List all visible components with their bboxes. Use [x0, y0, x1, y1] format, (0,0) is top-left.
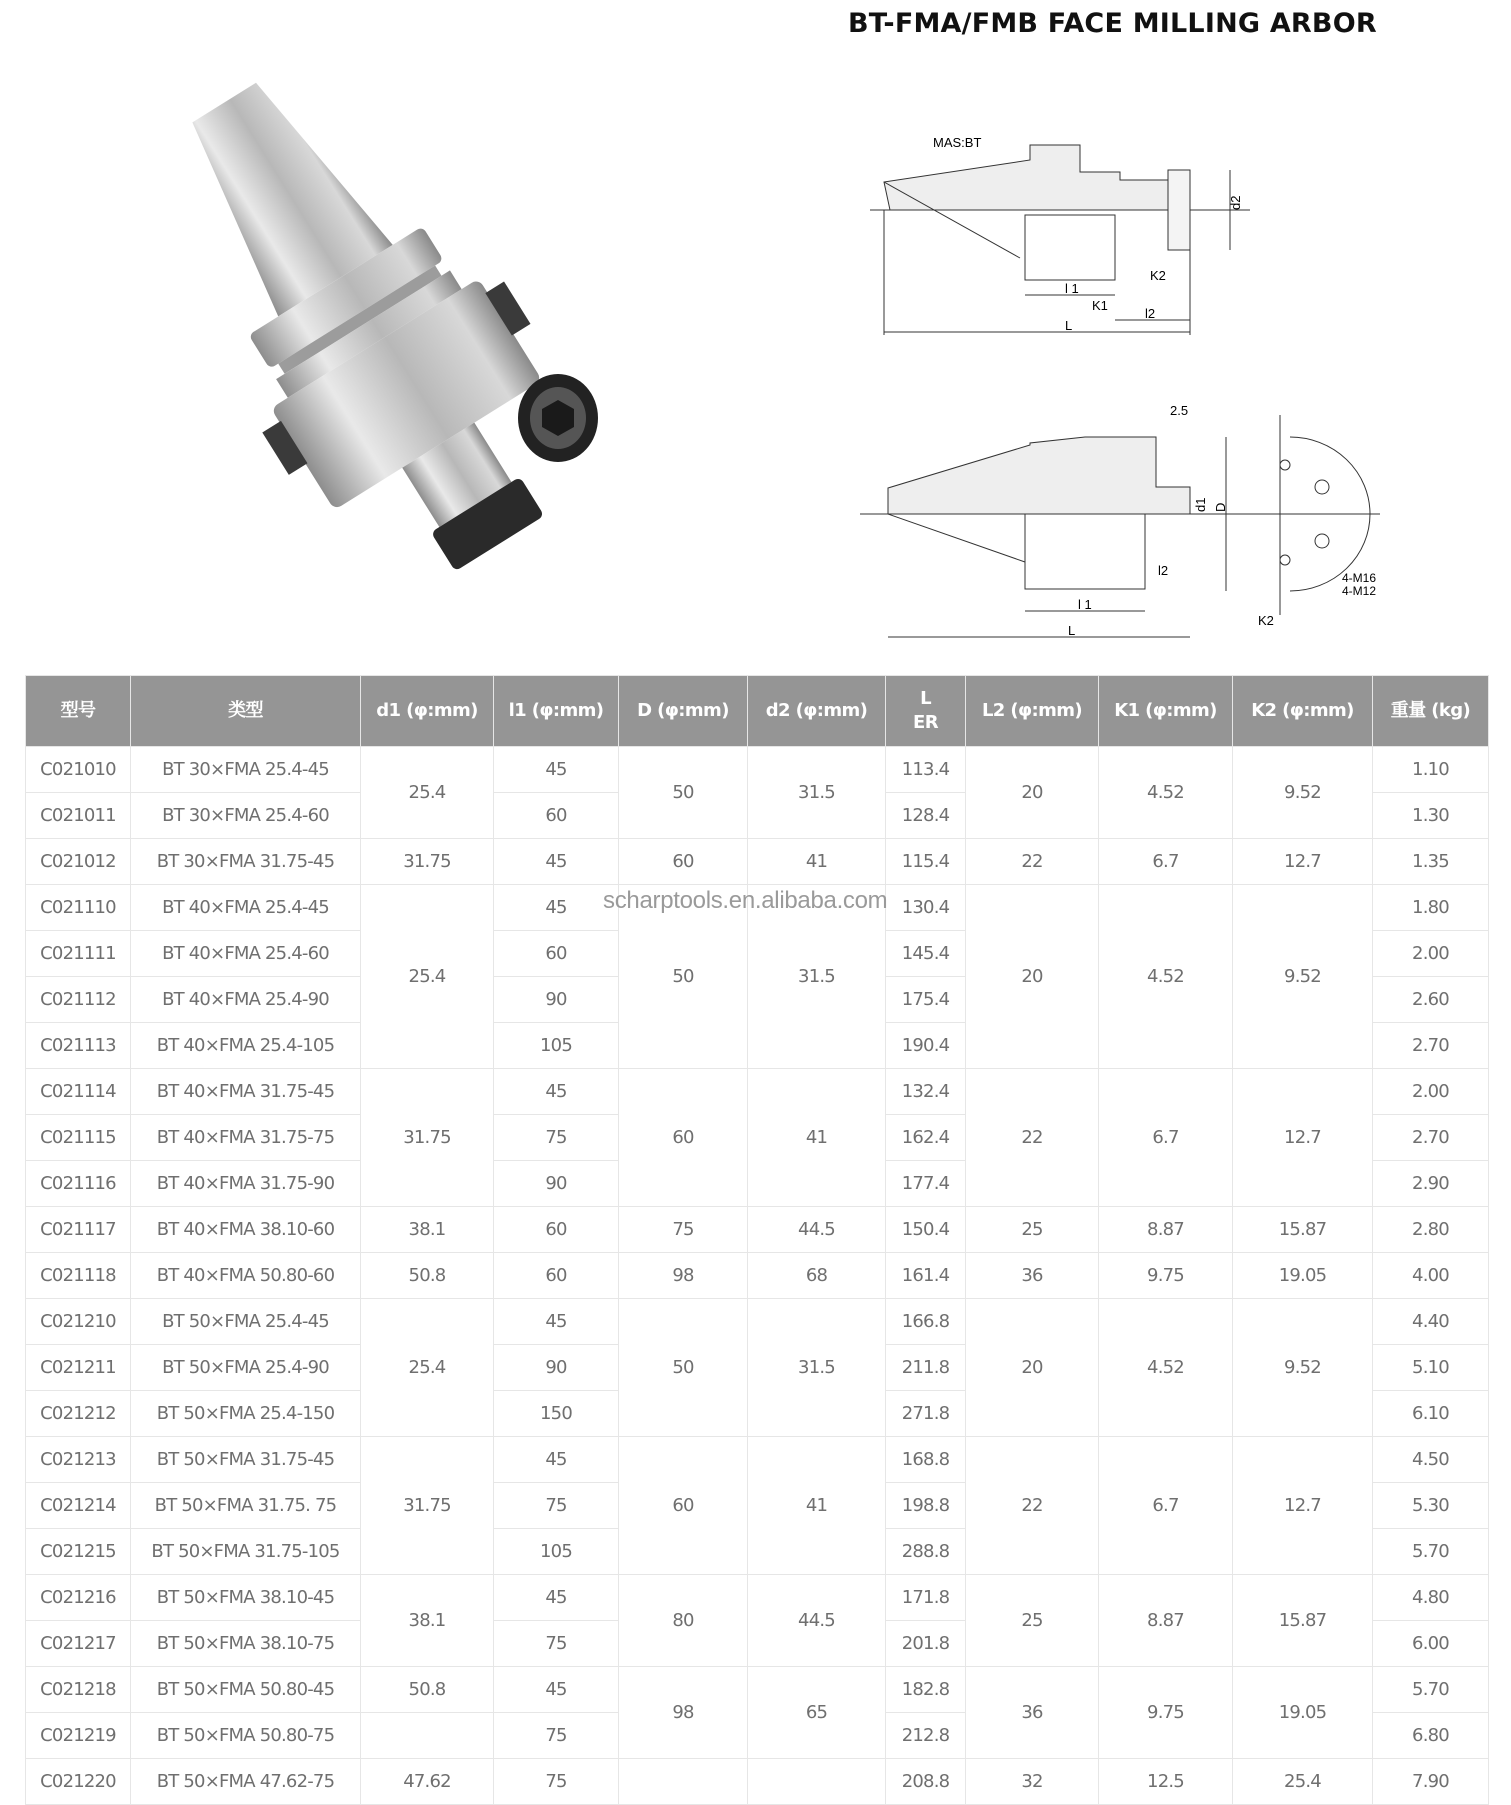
header-l1: l1 (φ:mm) [494, 676, 619, 747]
technical-drawing-fma [870, 120, 1250, 350]
table-row: C021110 BT 40×FMA 25.4-45 25.4 45 50 31.5 130.4 20 4.52 9.52 1.80 [26, 885, 1489, 931]
watermark: scharptools.en.alibaba.com [603, 887, 888, 914]
svg-text:K2: K2 [1258, 613, 1274, 628]
table-row: C021220 BT 50×FMA 47.62-75 47.62 75 208.8 32 12.5 25.4 7.90 [26, 1759, 1489, 1805]
svg-text:d1: d1 [1193, 497, 1208, 512]
svg-text:d2: d2 [1228, 195, 1243, 210]
table-row: C021217 BT 50×FMA 38.10-75 75 201.8 6.00 [26, 1621, 1489, 1667]
svg-text:2.5: 2.5 [1170, 403, 1189, 418]
svg-text:L: L [1065, 318, 1073, 333]
table-row: C021213 BT 50×FMA 31.75-45 31.75 45 60 41 168.8 22 6.7 12.7 4.50 [26, 1437, 1489, 1483]
svg-text:l2: l2 [1145, 306, 1156, 321]
svg-text:l 1: l 1 [1065, 281, 1079, 296]
table-row: C021113 BT 40×FMA 25.4-105 105 190.4 2.70 [26, 1023, 1489, 1069]
header-code: 型号 [26, 676, 131, 747]
table-row: C021112 BT 40×FMA 25.4-90 90 175.4 2.60 [26, 977, 1489, 1023]
svg-text:K2: K2 [1150, 268, 1166, 283]
svg-text:l 1: l 1 [1078, 597, 1092, 612]
svg-text:L: L [1068, 623, 1076, 638]
table-row: C021117 BT 40×FMA 38.10-60 38.1 60 75 44.5 150.4 25 8.87 15.87 2.80 [26, 1207, 1489, 1253]
table-row: C021012 BT 30×FMA 31.75-45 31.75 45 60 41 115.4 22 6.7 12.7 1.35 [26, 839, 1489, 885]
header-K2: K2 (φ:mm) [1233, 676, 1373, 747]
table-row: C021010 BT 30×FMA 25.4-45 25.4 45 50 31.5 113.4 20 4.52 9.52 1.10 [26, 747, 1489, 793]
table-row: C021218 BT 50×FMA 50.80-45 50.8 45 98 65 182.8 36 9.75 19.05 5.70 [26, 1667, 1489, 1713]
svg-text:K1: K1 [1092, 298, 1108, 313]
table-row: C021214 BT 50×FMA 31.75. 75 75 198.8 5.30 [26, 1483, 1489, 1529]
table-row: C021111 BT 40×FMA 25.4-60 60 145.4 2.00 [26, 931, 1489, 977]
table-row: C021212 BT 50×FMA 25.4-150 150 271.8 6.10 [26, 1391, 1489, 1437]
header-weight: 重量 (kg) [1373, 676, 1489, 747]
page-title: BT-FMA/FMB FACE MILLING ARBOR [848, 8, 1377, 39]
table-row: C021115 BT 40×FMA 31.75-75 75 162.4 2.70 [26, 1115, 1489, 1161]
technical-drawing-fmb [860, 395, 1380, 655]
table-row: C021211 BT 50×FMA 25.4-90 90 211.8 5.10 [26, 1345, 1489, 1391]
table-row: C021116 BT 40×FMA 31.75-90 90 177.4 2.90 [26, 1161, 1489, 1207]
svg-text:D: D [1213, 502, 1228, 512]
table-row: C021219 BT 50×FMA 50.80-75 75 212.8 6.80 [26, 1713, 1489, 1759]
table-row: C021114 BT 40×FMA 31.75-45 31.75 45 60 41 132.4 22 6.7 12.7 2.00 [26, 1069, 1489, 1115]
header-K1: K1 (φ:mm) [1099, 676, 1233, 747]
header-L: L ER [886, 676, 966, 747]
product-photo [60, 20, 700, 580]
label-mas: MAS:BT [933, 135, 982, 150]
table-header-row [26, 676, 1489, 747]
header-L2: L2 (φ:mm) [966, 676, 1099, 747]
svg-text:4-M16: 4-M16 [1342, 571, 1377, 585]
spec-table [25, 675, 1489, 1805]
table-row: C021216 BT 50×FMA 38.10-45 38.1 45 80 44.5 171.8 25 8.87 15.87 4.80 [26, 1575, 1489, 1621]
header-d2: d2 (φ:mm) [748, 676, 886, 747]
header-d1: d1 (φ:mm) [361, 676, 494, 747]
table-row: C021215 BT 50×FMA 31.75-105 105 288.8 5.70 [26, 1529, 1489, 1575]
svg-text:l2: l2 [1158, 563, 1169, 578]
header-type: 类型 [131, 676, 361, 747]
table-row: C021210 BT 50×FMA 25.4-45 25.4 45 50 31.5 166.8 20 4.52 9.52 4.40 [26, 1299, 1489, 1345]
table-row: C021011 BT 30×FMA 25.4-60 60 128.4 1.30 [26, 793, 1489, 839]
svg-text:4-M12: 4-M12 [1342, 584, 1377, 598]
header-D: D (φ:mm) [619, 676, 748, 747]
table-row: C021118 BT 40×FMA 50.80-60 50.8 60 98 68 161.4 36 9.75 19.05 4.00 [26, 1253, 1489, 1299]
